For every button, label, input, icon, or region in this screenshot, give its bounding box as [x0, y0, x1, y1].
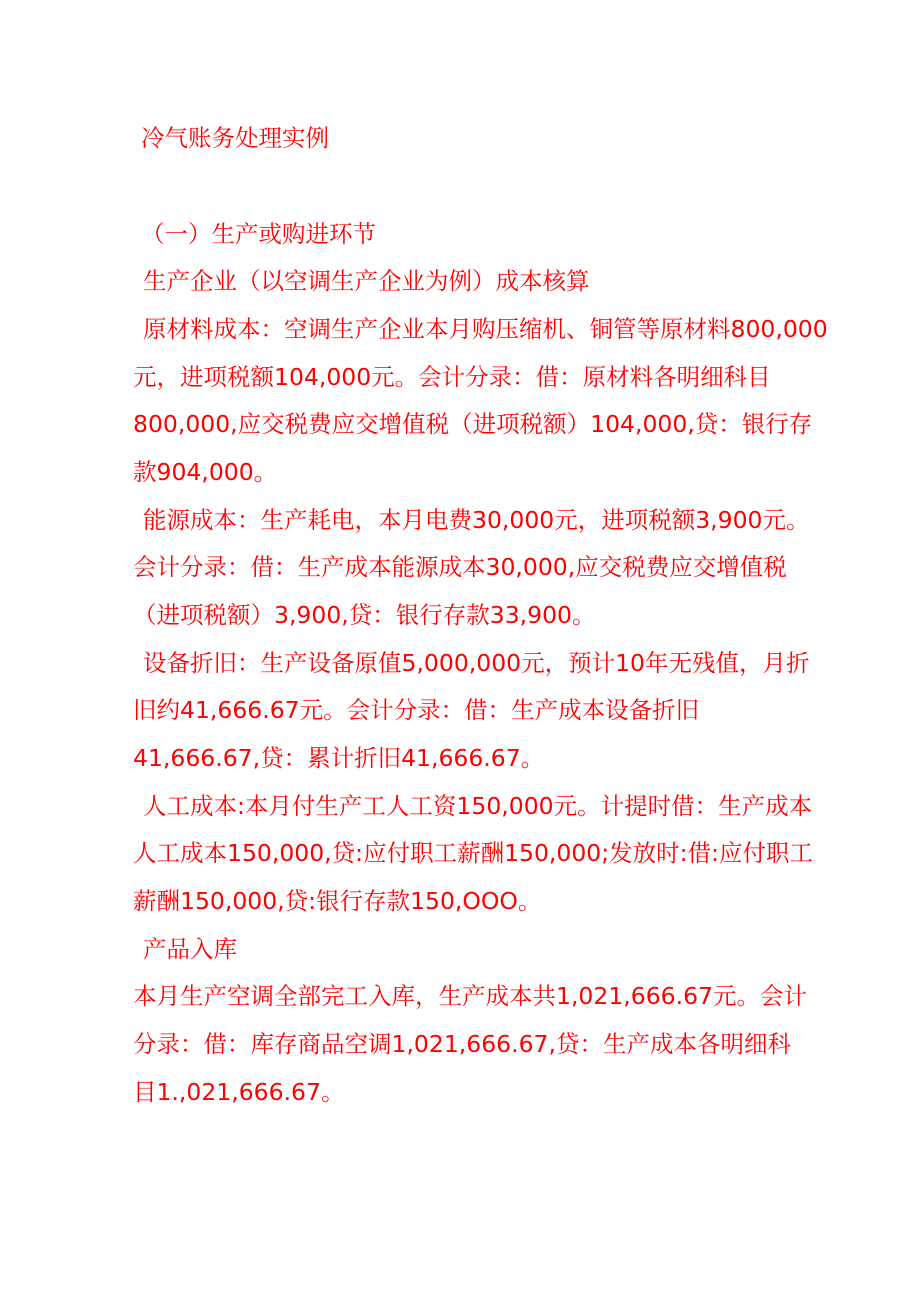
subheading: 生产企业（以空调生产企业为例）成本核算: [143, 267, 590, 295]
raw-materials-line-4: 款904,000。: [133, 458, 278, 486]
section-heading: （一）生产或购进环节: [141, 220, 376, 248]
document-title: 冷气账务处理实例: [141, 124, 329, 152]
labor-line-1: 人工成本:本月付生产工人工资150,000元。计提时借：生产成本: [143, 792, 813, 820]
energy-line-3: （进项税额）3,900,贷：银行存款33,900。: [133, 601, 596, 629]
raw-materials-line-3: 800,000,应交税费应交增值税（进项税额）104,000,贷：银行存: [133, 410, 813, 438]
labor-line-2: 人工成本150,000,贷:应付职工薪酬150,000;发放时:借:应付职工: [133, 839, 813, 867]
warehousing-line-1: 本月生产空调全部完工入库，生产成本共1,021,666.67元。会计: [133, 982, 807, 1010]
energy-line-1: 能源成本：生产耗电，本月电费30,000元，进项税额3,900元。: [143, 506, 810, 534]
depreciation-line-2: 旧约41,666.67元。会计分录：借：生产成本设备折旧: [133, 696, 700, 724]
warehousing-heading: 产品入库: [143, 935, 237, 963]
raw-materials-line-1: 原材料成本：空调生产企业本月购压缩机、铜管等原材料800,000: [143, 315, 828, 343]
raw-materials-line-2: 元，进项税额104,000元。会计分录：借：原材料各明细科目: [133, 363, 771, 391]
labor-line-3: 薪酬150,000,贷:银行存款150,OOO。: [133, 887, 542, 915]
warehousing-line-2: 分录：借：库存商品空调1,021,666.67,贷：生产成本各明细科: [133, 1030, 791, 1058]
energy-line-2: 会计分录：借：生产成本能源成本30,000,应交税费应交增值税: [133, 553, 787, 581]
depreciation-line-3: 41,666.67,贷：累计折旧41,666.67。: [133, 744, 545, 772]
depreciation-line-1: 设备折旧：生产设备原值5,000,000元，预计10年无残值，月折: [143, 649, 810, 677]
warehousing-line-3: 目1.,021,666.67。: [133, 1078, 345, 1106]
